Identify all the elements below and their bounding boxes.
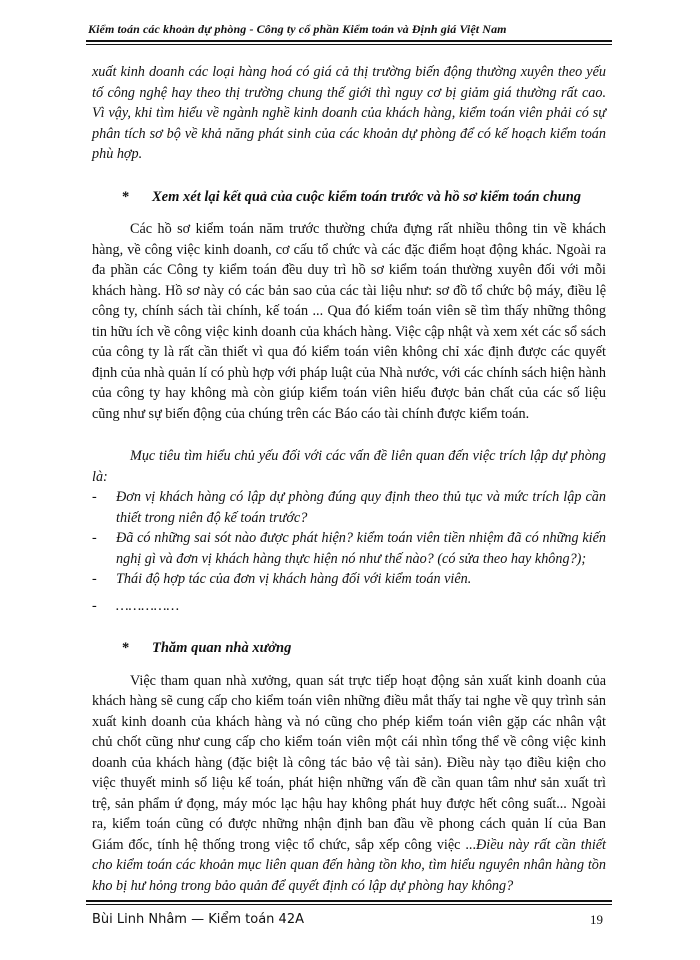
footer-author: Bùi Linh Nhâm — Kiểm toán 42A <box>92 912 304 927</box>
header-rule-thin <box>86 44 612 45</box>
section-heading-factory <box>92 638 606 659</box>
paragraph-objectives: Mục tiêu tìm hiểu chủ yếu đối với các vấn đề liên quan đến việc trích lập dự phòng là: <box>92 448 606 485</box>
section-heading-review-text: Xem xét lại kết quả của cuộc kiểm toán trước và hồ sơ kiểm toán chung <box>152 188 582 205</box>
header-rule <box>86 40 612 42</box>
list-item: - Đã có những sai sót nào được phát hiện? kiểm toán viên tiền nhiệm đã có những kiến nghị gì và đơn vị khách hàng thực hiện nó như thế nào? (có sửa theo hay không?); <box>92 530 606 567</box>
list-item: - …………… <box>92 597 180 614</box>
section-heading-review <box>92 187 606 208</box>
bullet-star-icon: * <box>122 188 130 205</box>
running-header: Kiểm toán các khoản dự phòng - Công ty cổ phần Kiểm toán và Định giá Việt Nam <box>88 22 507 36</box>
page-number: 19 <box>590 912 603 927</box>
paragraph-intro: xuất kinh doanh các loại hàng hoá có giá cả thị trường biến động thường xuyên theo yếu tố công nghệ hay theo thị trường chung thế giới thì nguy cơ bị giảm giá thường rất cao. Vì vậy, khi tìm hiểu về ngành nghề kinh doanh của khách hàng, kiểm toán viên phải có sự phân tích sơ bộ về khả năng phát sinh của các khoản dự phòng để có kế hoạch kiểm toán phù hợp. <box>92 64 606 162</box>
list-item: - Thái độ hợp tác của đơn vị khách hàng đối với kiểm toán viên. <box>92 571 472 587</box>
paragraph-factory-visit: Việc tham quan nhà xưởng, quan sát trực tiếp hoạt động sản xuất kinh doanh của khách hàng sẽ cung cấp cho kiểm toán viên những điều mắt thấy tai nghe về quy trình sản xuất kinh doanh của khách hàng và nó cũng cho phép kiểm toán viên gặp các nhân vật chủ chốt cũng như cung cấp cho kiểm toán viên một cái nhìn tổng thể về công việc kinh doanh của khách hàng (đặc biệt là công tác bảo vệ tài sản). Điều này tạo điều kiện cho việc thuyết minh số liệu kế toán, phát hiện những vấn đề cần quan tâm như sản xuất trì trệ, sản phẩm ứ đọng, máy móc lạc hậu hay không phát huy được hết công suất... Ngoài ra, kiểm toán cũng có được những nhận định ban đầu về phong cách quản lí của Ban Giám đốc, tính hệ thống trong việc tổ chức, sắp xếp công việc ...Điều này rất cần thiết cho kiểm toán các khoản mục liên quan đến hàng tồn kho, tìm hiểu nguyên nhân hàng tồn kho bị hư hỏng trong bảo quản để quyết định có lập dự phòng hay không? <box>92 672 606 894</box>
footer-rule <box>86 900 612 902</box>
paragraph-audit-files: Các hồ sơ kiểm toán năm trước thường chứa đựng rất nhiều thông tin về khách hàng, về công việc kinh doanh, cơ cấu tổ chức và các đặc điểm hoạt động khác. Ngoài ra đa phần các Công ty kiểm toán đều duy trì hồ sơ kiểm toán thường xuyên đối với mỗi khách hàng. Hồ sơ này có các bản sao của các tài liệu như: sơ đồ tổ chức bộ máy, điều lệ công ty, chính sách tài chính, kế toán ... Qua đó kiểm toán viên sẽ tìm thấy những thông tin hữu ích về công việc kinh doanh của khách hàng. Việc cập nhật và xem xét các sổ sách của công ty là rất cần thiết vì qua đó kiểm toán viên không chỉ xác định được các quyết định của nhà quản lí có phù hợp với pháp luật của Nhà nước, với các chính sách hiện hành của công ty hay không mà còn giúp kiểm toán viên hiểu được bản chất của các số liệu cũng như sự biến động của chúng trên các Báo cáo tài chính được kiểm toán. <box>92 221 606 422</box>
section-heading-factory-text: Thăm quan nhà xưởng <box>152 640 292 656</box>
bullet-star-icon: * <box>122 640 130 656</box>
footer-rule-thin <box>86 904 612 905</box>
list-item: - Đơn vị khách hàng có lập dự phòng đúng quy định theo thủ tục và mức trích lập cần thiết trong niên độ kế toán trước? <box>92 489 606 526</box>
page-body <box>92 62 606 896</box>
